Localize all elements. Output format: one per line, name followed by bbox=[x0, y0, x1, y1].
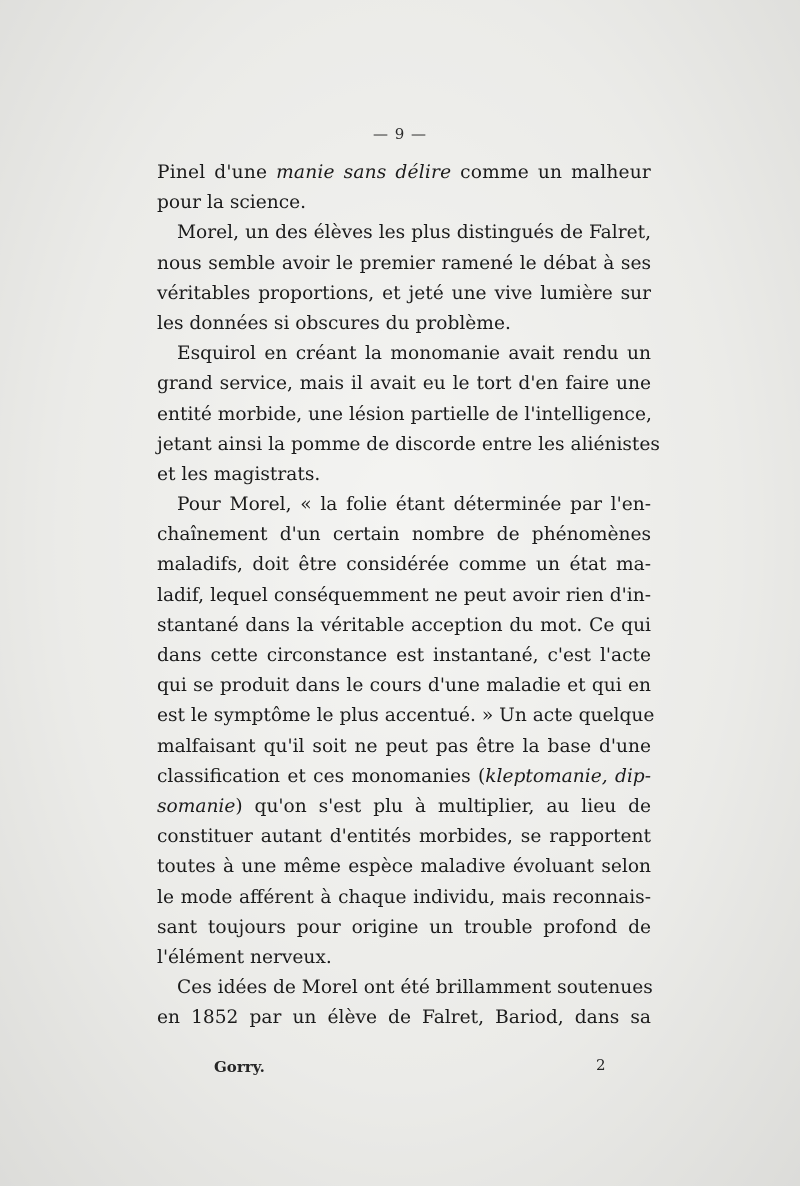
text-line-28: Ces idées de Morel ont été brillamment soutenues bbox=[177, 977, 653, 999]
text-line-19: est le symptôme le plus accentué. » Un acte quelque bbox=[157, 705, 655, 727]
text-line-1: Pinel d'une manie sans délire comme un malheur bbox=[157, 162, 651, 183]
sheet-number: 2 bbox=[596, 1056, 606, 1074]
text-line-23: constituer autant d'entités morbides, se rapportent bbox=[157, 826, 651, 848]
text-line-22: somanie) qu'on s'est plu à multiplier, au lieu de bbox=[157, 795, 651, 817]
text-line-15: ladif, lequel conséquemment ne peut avoir rien d'in- bbox=[157, 584, 651, 606]
text-line-21: classification et ces monomanies (kleptomanie, dip- bbox=[157, 765, 651, 787]
text-line-2: pour la science. bbox=[157, 192, 307, 214]
text-line-3: Morel, un des élèves les plus distingués de Falret, bbox=[177, 222, 651, 244]
signature-mark: Gorry. bbox=[214, 1058, 265, 1076]
text-line-24: toutes à une même espèce maladive évoluant selon bbox=[157, 856, 651, 878]
text-line-27: l'élément nerveux. bbox=[157, 946, 332, 968]
text-line-20: malfaisant qu'il soit ne peut pas être la base d'une bbox=[157, 735, 651, 757]
italic-phrase: manie sans délire bbox=[276, 162, 452, 183]
text-line-7: Esquirol en créant la monomanie avait rendu un bbox=[177, 343, 651, 365]
text-line-5: véritables proportions, et jeté une vive lumière sur bbox=[157, 282, 651, 304]
text-line-29: en 1852 par un élève de Falret, Bariod, dans sa bbox=[157, 1007, 651, 1029]
body-text bbox=[157, 158, 660, 1033]
text-line-11: et les magistrats. bbox=[157, 463, 321, 485]
text-line-10: jetant ainsi la pomme de discorde entre les aliénistes bbox=[157, 433, 660, 455]
text-line-13: chaînement d'un certain nombre de phénomènes bbox=[157, 524, 651, 546]
text-line-25: le mode afférent à chaque individu, mais reconnais- bbox=[157, 886, 651, 908]
text-line-8: grand service, mais il avait eu le tort d'en faire une bbox=[157, 373, 651, 395]
text-line-4: nous semble avoir le premier ramené le débat à ses bbox=[157, 252, 651, 274]
page-number: — 9 — bbox=[372, 125, 428, 143]
text-line-18: qui se produit dans le cours d'une maladie et qui en bbox=[157, 675, 651, 697]
text-line-16: stantané dans la véritable acception du mot. Ce qui bbox=[157, 614, 651, 636]
text-line-12: Pour Morel, « la folie étant déterminée par l'en- bbox=[177, 494, 651, 516]
text-line-14: maladifs, doit être considérée comme un état ma- bbox=[157, 554, 651, 576]
text-line-9: entité morbide, une lésion partielle de l'intelligence, bbox=[157, 403, 652, 425]
text-line-26: sant toujours pour origine un trouble profond de bbox=[157, 916, 651, 938]
text-line-17: dans cette circonstance est instantané, c'est l'acte bbox=[157, 645, 651, 666]
text-line-6: les données si obscures du problème. bbox=[157, 312, 511, 334]
